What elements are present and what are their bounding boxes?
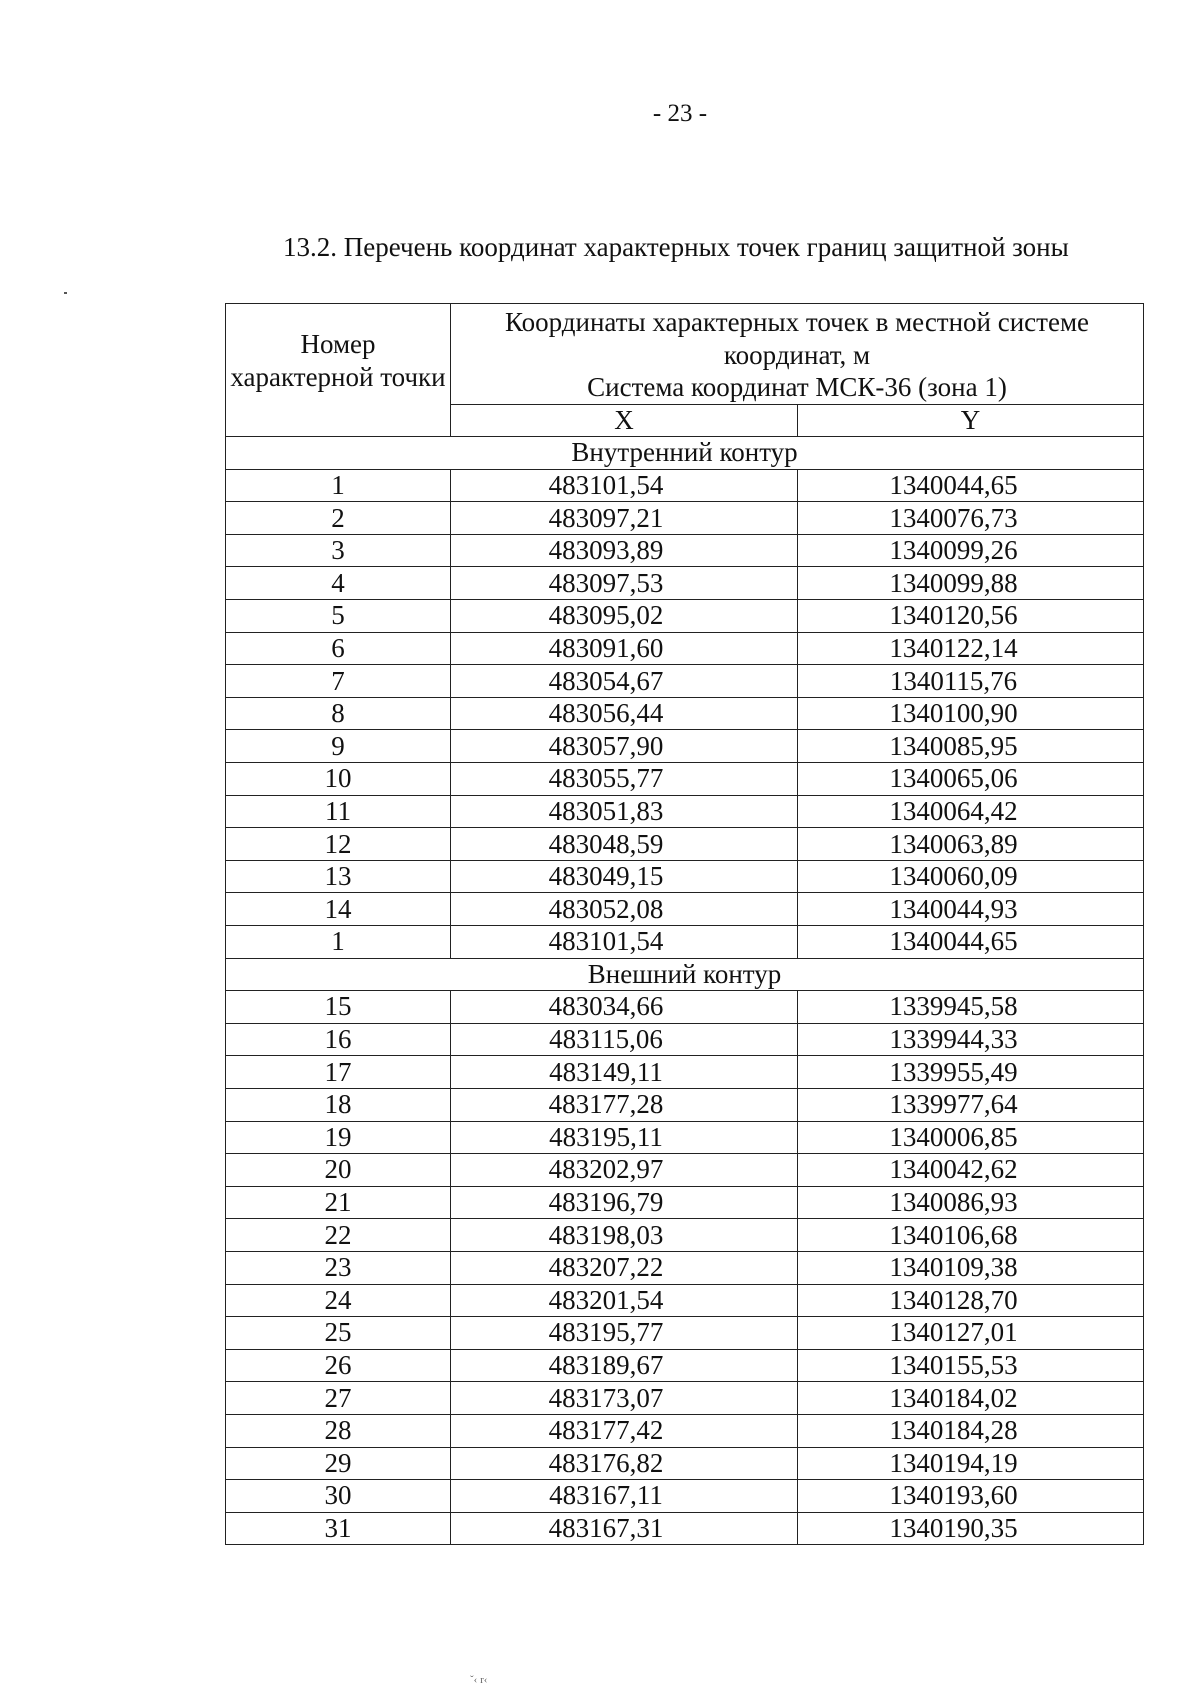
scan-mark: ˇ‹ r‹ [470, 1674, 488, 1686]
y-coordinate-cell: 1340085,95 [798, 730, 1144, 763]
x-coordinate-cell: 483207,22 [451, 1251, 798, 1284]
point-number-header: Номер характерной точки [226, 304, 451, 437]
table-row [226, 534, 1144, 567]
section-title-cell: Внешний контур [226, 958, 1144, 991]
x-coordinate-cell: 483198,03 [451, 1219, 798, 1252]
x-coordinate-cell: 483091,60 [451, 632, 798, 665]
point-number-cell: 10 [226, 763, 451, 796]
x-coordinate-cell: 483054,67 [451, 665, 798, 698]
point-number-cell: 26 [226, 1349, 451, 1382]
table-row [226, 632, 1144, 665]
x-coordinate-cell: 483101,54 [451, 469, 798, 502]
x-coordinate-cell: 483167,11 [451, 1480, 798, 1513]
y-coordinate-cell: 1340006,85 [798, 1121, 1144, 1154]
y-coordinate-cell: 1340155,53 [798, 1349, 1144, 1382]
y-coordinate-cell: 1340099,88 [798, 567, 1144, 600]
x-coordinate-cell: 483093,89 [451, 534, 798, 567]
x-coordinate-cell: 483097,53 [451, 567, 798, 600]
x-coordinate-cell: 483189,67 [451, 1349, 798, 1382]
x-coordinate-cell: 483167,31 [451, 1512, 798, 1545]
table-row [226, 828, 1144, 861]
point-number-cell: 8 [226, 697, 451, 730]
y-coordinate-cell: 1340060,09 [798, 860, 1144, 893]
coordinates-table [225, 303, 1144, 1545]
table-row [226, 795, 1144, 828]
y-coordinate-cell: 1340099,26 [798, 534, 1144, 567]
table-row [226, 665, 1144, 698]
section-header-row [226, 958, 1144, 991]
y-coordinate-cell: 1340115,76 [798, 665, 1144, 698]
table-row [226, 1317, 1144, 1350]
point-number-cell: 3 [226, 534, 451, 567]
point-number-cell: 18 [226, 1088, 451, 1121]
y-coordinate-cell: 1340109,38 [798, 1251, 1144, 1284]
x-coordinate-cell: 483051,83 [451, 795, 798, 828]
table-header-row [226, 304, 1144, 405]
table-row [226, 1186, 1144, 1219]
y-coordinate-cell: 1340128,70 [798, 1284, 1144, 1317]
y-coordinate-cell: 1339945,58 [798, 991, 1144, 1024]
point-number-cell: 19 [226, 1121, 451, 1154]
table-row [226, 1284, 1144, 1317]
x-coordinate-cell: 483196,79 [451, 1186, 798, 1219]
y-coordinate-cell: 1340106,68 [798, 1219, 1144, 1252]
point-number-cell: 4 [226, 567, 451, 600]
table-row [226, 926, 1144, 959]
x-coordinate-cell: 483177,28 [451, 1088, 798, 1121]
y-coordinate-cell: 1340065,06 [798, 763, 1144, 796]
section-header-row [226, 437, 1144, 470]
y-coordinate-cell: 1340086,93 [798, 1186, 1144, 1219]
point-number-cell: 27 [226, 1382, 451, 1415]
table-row [226, 1349, 1144, 1382]
table-row [226, 1219, 1144, 1252]
y-coordinate-cell: 1340184,28 [798, 1414, 1144, 1447]
point-number-cell: 15 [226, 991, 451, 1024]
y-coordinate-cell: 1340063,89 [798, 828, 1144, 861]
table-row [226, 991, 1144, 1024]
y-coordinate-cell: 1340100,90 [798, 697, 1144, 730]
x-coordinate-cell: 483115,06 [451, 1023, 798, 1056]
table-row [226, 860, 1144, 893]
x-coordinate-cell: 483095,02 [451, 600, 798, 633]
y-coordinate-cell: 1340044,65 [798, 469, 1144, 502]
point-number-cell: 9 [226, 730, 451, 763]
table-row [226, 1480, 1144, 1513]
x-coordinate-cell: 483101,54 [451, 926, 798, 959]
coordinate-system-label: Система координат МСК-36 (зона 1) [587, 372, 1007, 402]
y-coordinate-cell: 1340042,62 [798, 1154, 1144, 1187]
point-number-cell: 1 [226, 926, 451, 959]
table-row [226, 469, 1144, 502]
point-number-cell: 24 [226, 1284, 451, 1317]
x-coordinate-cell: 483055,77 [451, 763, 798, 796]
x-coordinate-cell: 483034,66 [451, 991, 798, 1024]
x-coordinate-cell: 483201,54 [451, 1284, 798, 1317]
point-number-cell: 31 [226, 1512, 451, 1545]
point-number-cell: 22 [226, 1219, 451, 1252]
section-title-cell: Внутренний контур [226, 437, 1144, 470]
table-row [226, 1382, 1144, 1415]
table-row [226, 1056, 1144, 1089]
y-coordinate-cell: 1340076,73 [798, 502, 1144, 535]
point-number-cell: 16 [226, 1023, 451, 1056]
y-coordinate-cell: 1340044,65 [798, 926, 1144, 959]
table-row [226, 600, 1144, 633]
table-row [226, 1251, 1144, 1284]
x-coordinate-cell: 483056,44 [451, 697, 798, 730]
table-row [226, 763, 1144, 796]
x-coordinate-cell: 483049,15 [451, 860, 798, 893]
point-number-cell: 14 [226, 893, 451, 926]
y-coordinate-cell: 1340120,56 [798, 600, 1144, 633]
point-number-cell: 5 [226, 600, 451, 633]
table-row [226, 697, 1144, 730]
y-coordinate-cell: 1340044,93 [798, 893, 1144, 926]
x-coordinate-cell: 483177,42 [451, 1414, 798, 1447]
point-number-cell: 12 [226, 828, 451, 861]
table-row [226, 502, 1144, 535]
table-row [226, 1088, 1144, 1121]
table-body [226, 437, 1144, 1545]
x-coordinate-cell: 483173,07 [451, 1382, 798, 1415]
point-number-cell: 11 [226, 795, 451, 828]
point-number-cell: 30 [226, 1480, 451, 1513]
y-coordinate-cell: 1340193,60 [798, 1480, 1144, 1513]
section-title: 13.2. Перечень координат характерных точек границ защитной зоны [283, 232, 1069, 262]
point-number-cell: 28 [226, 1414, 451, 1447]
point-number-cell: 13 [226, 860, 451, 893]
point-number-cell: 29 [226, 1447, 451, 1480]
point-number-cell: 1 [226, 469, 451, 502]
x-coordinate-cell: 483097,21 [451, 502, 798, 535]
coordinates-header-title: Координаты характерных точек в местной системе координат, м [504, 307, 1090, 370]
x-coordinate-cell: 483149,11 [451, 1056, 798, 1089]
table-row [226, 1414, 1144, 1447]
y-coordinate-cell: 1340190,35 [798, 1512, 1144, 1545]
x-coordinate-cell: 483176,82 [451, 1447, 798, 1480]
point-number-cell: 6 [226, 632, 451, 665]
y-coordinate-cell: 1340127,01 [798, 1317, 1144, 1350]
y-column-header: Y [798, 404, 1144, 437]
y-coordinate-cell: 1340184,02 [798, 1382, 1144, 1415]
coordinates-header [451, 304, 1144, 405]
y-coordinate-cell: 1339944,33 [798, 1023, 1144, 1056]
page-number: - 23 - [652, 100, 708, 127]
x-coordinate-cell: 483202,97 [451, 1154, 798, 1187]
point-number-cell: 17 [226, 1056, 451, 1089]
y-coordinate-cell: 1340122,14 [798, 632, 1144, 665]
table-row [226, 1023, 1144, 1056]
point-number-cell: 20 [226, 1154, 451, 1187]
table-row [226, 1154, 1144, 1187]
x-coordinate-cell: 483195,11 [451, 1121, 798, 1154]
table-row [226, 893, 1144, 926]
point-number-cell: 23 [226, 1251, 451, 1284]
x-coordinate-cell: 483048,59 [451, 828, 798, 861]
x-coordinate-cell: 483195,77 [451, 1317, 798, 1350]
y-coordinate-cell: 1340064,42 [798, 795, 1144, 828]
y-coordinate-cell: 1340194,19 [798, 1447, 1144, 1480]
table-row [226, 1512, 1144, 1545]
x-column-header: X [451, 404, 798, 437]
table-row [226, 1121, 1144, 1154]
x-coordinate-cell: 483052,08 [451, 893, 798, 926]
point-number-cell: 7 [226, 665, 451, 698]
point-number-cell: 25 [226, 1317, 451, 1350]
point-number-cell: 2 [226, 502, 451, 535]
point-number-cell: 21 [226, 1186, 451, 1219]
scan-speck [64, 292, 67, 294]
table-row [226, 730, 1144, 763]
y-coordinate-cell: 1339977,64 [798, 1088, 1144, 1121]
x-coordinate-cell: 483057,90 [451, 730, 798, 763]
table-row [226, 567, 1144, 600]
y-coordinate-cell: 1339955,49 [798, 1056, 1144, 1089]
table-row [226, 1447, 1144, 1480]
